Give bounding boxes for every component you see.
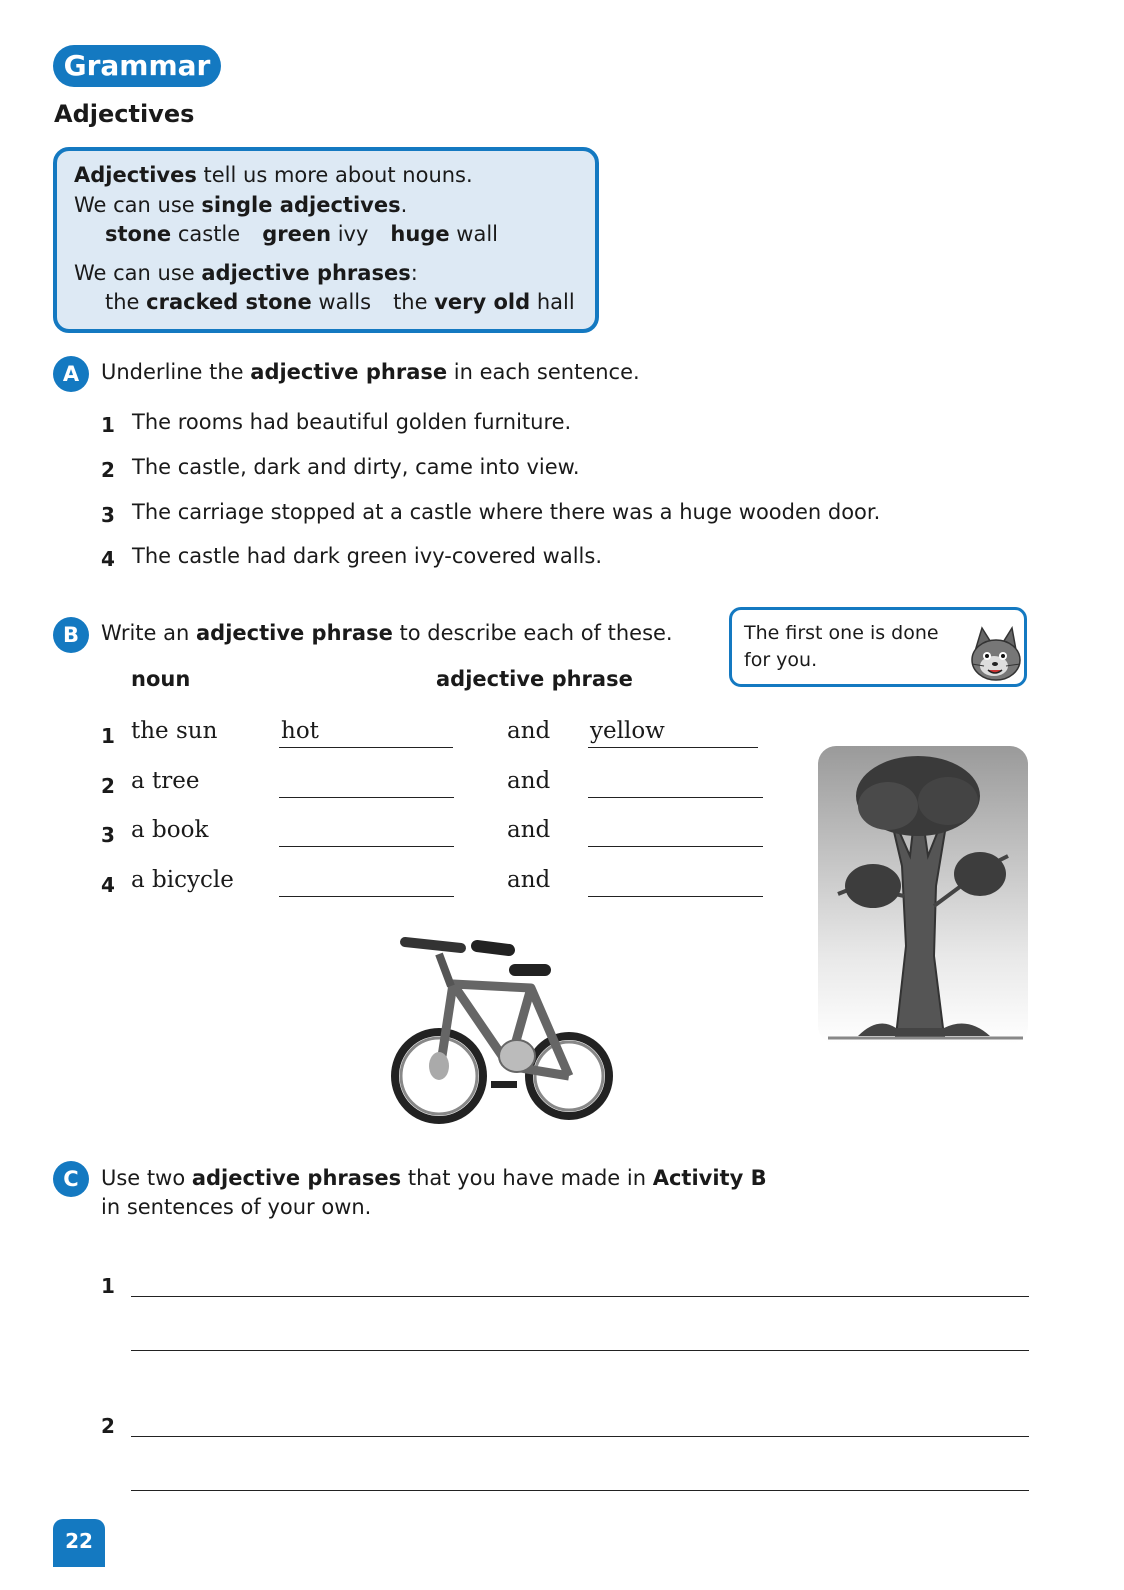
sentence[interactable]: The rooms had beautiful golden furniture. xyxy=(132,410,572,434)
instruction-text: in each sentence. xyxy=(447,360,640,384)
instruction-text: Underline the xyxy=(101,360,251,384)
instruction-bold: adjective phrases xyxy=(191,1166,402,1190)
column-header-noun: noun xyxy=(131,667,191,691)
example-bold: very old xyxy=(434,290,531,314)
sentence[interactable]: The castle had dark green ivy-covered walls. xyxy=(132,544,602,568)
noun: the sun xyxy=(131,718,218,744)
and-word: and xyxy=(507,768,551,794)
cat-mascot-icon xyxy=(966,626,1024,686)
answer-1[interactable]: hot xyxy=(281,718,319,744)
rule-bold: Adjectives xyxy=(74,163,197,187)
writing-line[interactable] xyxy=(131,1490,1029,1491)
instruction-text: to describe each of these. xyxy=(392,621,673,645)
item-number: 4 xyxy=(101,547,115,571)
item-number: 2 xyxy=(101,458,115,482)
rule-examples-2 xyxy=(105,290,575,314)
example-text: the xyxy=(105,290,147,314)
example-bold: huge xyxy=(390,222,450,246)
writing-line[interactable] xyxy=(131,1436,1029,1437)
noun: a bicycle xyxy=(131,867,234,893)
tip-box xyxy=(729,607,1027,687)
answer-line-2[interactable] xyxy=(588,797,763,798)
answer-line xyxy=(279,747,453,748)
instruction-bold: Activity B xyxy=(652,1166,767,1190)
tree-illustration xyxy=(818,746,1028,1044)
rule-box xyxy=(53,147,599,333)
rule-text: We can use xyxy=(74,193,202,217)
rule-bold: adjective phrases xyxy=(201,261,411,285)
writing-line[interactable] xyxy=(131,1350,1029,1351)
answer-line-1[interactable] xyxy=(279,846,454,847)
example-text: the xyxy=(393,290,435,314)
instruction-text: Use two xyxy=(101,1166,192,1190)
example-bold: green xyxy=(262,222,332,246)
sentence[interactable]: The castle, dark and dirty, came into view. xyxy=(132,455,580,479)
instruction-text: Write an xyxy=(101,621,196,645)
item-number: 4 xyxy=(101,873,115,897)
answer-line-1[interactable] xyxy=(279,896,454,897)
instruction-bold: adjective phrase xyxy=(250,360,448,384)
example-text: castle xyxy=(171,222,241,246)
page-title: Adjectives xyxy=(54,100,195,128)
bicycle-illustration xyxy=(391,936,613,1132)
rule-examples-1 xyxy=(105,222,498,246)
answer-2[interactable]: yellow xyxy=(590,718,665,744)
rule-text: We can use xyxy=(74,261,202,285)
and-word: and xyxy=(507,718,551,744)
column-header-phrase: adjective phrase xyxy=(436,667,633,691)
item-number: 2 xyxy=(101,1414,115,1438)
section-label: Grammar xyxy=(53,45,221,87)
rule-text: : xyxy=(410,261,418,285)
answer-line-2[interactable] xyxy=(588,896,763,897)
activity-a-instruction xyxy=(101,360,640,384)
item-number: 1 xyxy=(101,724,115,748)
activity-c-badge: C xyxy=(53,1161,89,1197)
tip-text: The first one is done for you. xyxy=(744,622,939,671)
rule-bold: single adjectives xyxy=(201,193,401,217)
noun: a book xyxy=(131,817,209,843)
activity-c-instruction-line-1 xyxy=(101,1166,767,1190)
and-word: and xyxy=(507,867,551,893)
item-number: 3 xyxy=(101,503,115,527)
example-bold: cracked stone xyxy=(146,290,312,314)
rule-line-2 xyxy=(74,193,407,217)
activity-c-instruction-line-2: in sentences of your own. xyxy=(101,1195,372,1219)
activity-b-badge: B xyxy=(53,617,89,653)
sentence[interactable]: The carriage stopped at a castle where there was a huge wooden door. xyxy=(132,500,881,524)
activity-a-badge: A xyxy=(53,356,89,392)
example-text: walls xyxy=(311,290,372,314)
item-number: 2 xyxy=(101,774,115,798)
example-bold: stone xyxy=(105,222,172,246)
answer-line-1[interactable] xyxy=(279,797,454,798)
instruction-text: that you have made in xyxy=(401,1166,653,1190)
answer-line xyxy=(588,747,758,748)
noun: a tree xyxy=(131,768,200,794)
and-word: and xyxy=(507,817,551,843)
item-number: 3 xyxy=(101,823,115,847)
rule-line-1 xyxy=(74,163,473,187)
answer-line-2[interactable] xyxy=(588,846,763,847)
example-text: ivy xyxy=(331,222,369,246)
rule-text: tell us more about nouns. xyxy=(196,163,473,187)
example-text: hall xyxy=(530,290,575,314)
activity-b-instruction xyxy=(101,621,673,645)
instruction-bold: adjective phrase xyxy=(195,621,393,645)
rule-line-3 xyxy=(74,261,418,285)
item-number: 1 xyxy=(101,1274,115,1298)
writing-line[interactable] xyxy=(131,1296,1029,1297)
page-number: 22 xyxy=(53,1519,105,1567)
item-number: 1 xyxy=(101,413,115,437)
example-text: wall xyxy=(449,222,498,246)
rule-text: . xyxy=(400,193,408,217)
